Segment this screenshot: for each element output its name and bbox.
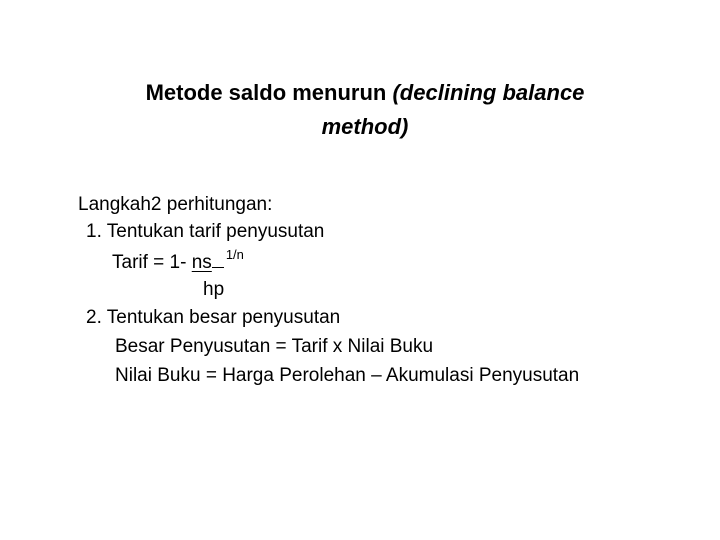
step-1-text: 1. Tentukan tarif penyusutan: [86, 221, 325, 242]
nilai-buku-formula: Nilai Buku = Harga Perolehan – Akumulasi Penyusutan: [115, 365, 580, 386]
slide-title: [40, 76, 690, 144]
tarif-formula-denominator: hp: [203, 279, 225, 300]
step-2-text: 2. Tentukan besar penyusutan: [86, 307, 341, 328]
besar-penyusutan-formula: Besar Penyusutan = Tarif x Nilai Buku: [115, 336, 434, 357]
title-line-2: method): [321, 114, 409, 139]
steps-intro: Langkah2 perhitungan:: [78, 194, 273, 215]
title-italic-text-1: (declining balance: [392, 80, 585, 105]
tarif-formula-prefix: Tarif = 1-: [112, 252, 192, 273]
tarif-formula-numerator: ns: [191, 252, 212, 273]
tarif-formula: [112, 249, 244, 276]
title-line-1: [40, 76, 690, 110]
tarif-formula-exponent: 1/n: [225, 247, 244, 262]
fraction-bar: [212, 249, 224, 268]
title-plain-text: Metode saldo menurun: [145, 80, 393, 105]
